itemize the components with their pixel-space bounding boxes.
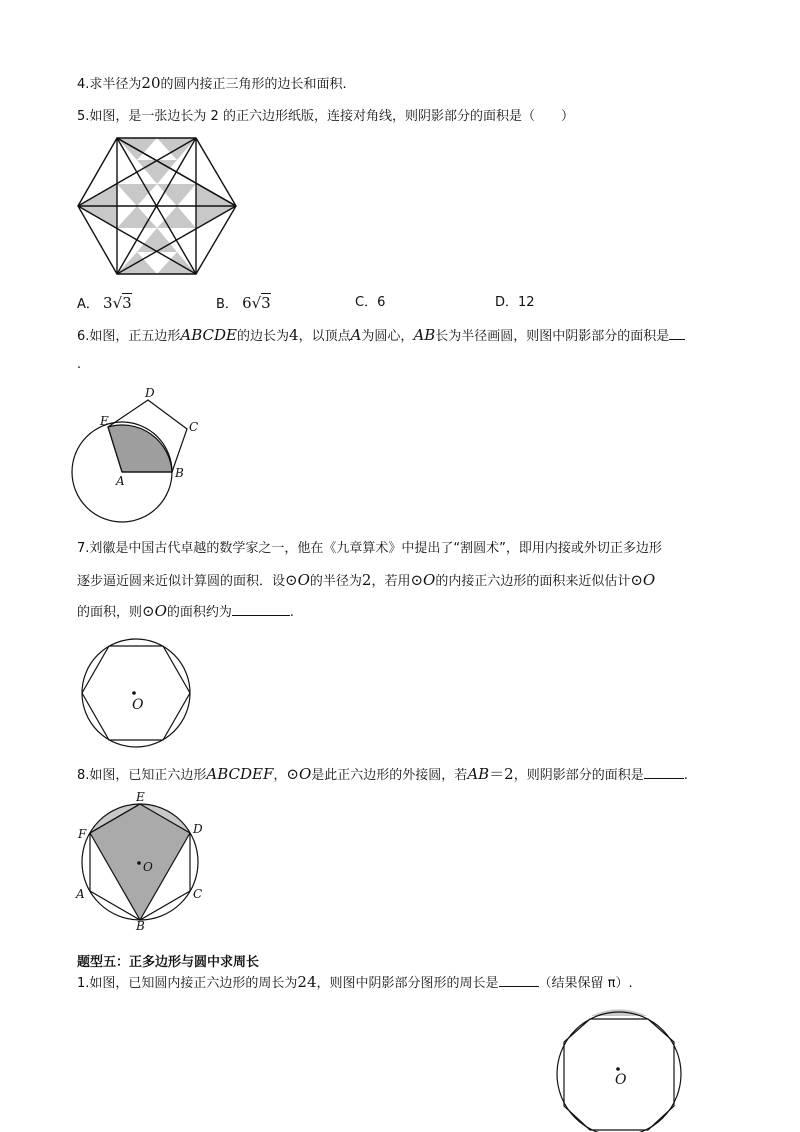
question-8 (77, 765, 688, 785)
label-d: D (145, 386, 155, 400)
question-6 (77, 326, 685, 346)
q6-text-5: 长为半径画圆，则图中阴影部分的面积是 (435, 329, 670, 344)
answer-blank[interactable] (232, 615, 290, 616)
q5-option-a (77, 294, 132, 314)
label-c: C (193, 887, 203, 901)
option-a-coefficient: 3 (103, 294, 113, 312)
q6-number: 4 (289, 326, 299, 344)
label-f: F (78, 827, 87, 841)
q7-hexagon (82, 646, 190, 740)
sqrt-sign: √ (251, 294, 262, 312)
q5-option-c (355, 294, 385, 312)
option-c-label: C． (355, 295, 378, 310)
label-o: O (615, 1072, 627, 1088)
q8-math-abcdef: ABCDEF (206, 765, 274, 783)
question-5: 5.如图，是一张边长为 2 的正六边形纸版，连接对角线，则阴影部分的面积是（ ） (77, 109, 574, 124)
option-a-label: A． (77, 297, 99, 312)
q6-math-abcde: ABCDE (180, 326, 237, 344)
q8-text-5: . (683, 768, 688, 783)
label-b: B (175, 466, 184, 480)
q7-circle-o: ⊙O (142, 602, 167, 620)
q6-pentagon-figure (74, 384, 204, 524)
q8-text-1: 8.如图，已知正六边形 (77, 768, 207, 783)
s5q1-text-2: ，则图中阴影部分图形的周长是 (316, 976, 499, 991)
q7-text-e: 的面积，则 (77, 605, 143, 620)
center-point (616, 1067, 620, 1071)
q7-circle (82, 639, 190, 747)
s5q1-number: 24 (297, 973, 317, 991)
label-b: B (136, 918, 145, 933)
center-point (132, 691, 136, 695)
q7-circle-hexagon-figure (80, 637, 192, 749)
option-d-value: 12 (518, 295, 535, 310)
q6-text-2: 的边长为 (237, 329, 290, 344)
q7-text-f: 的面积约为 (166, 605, 232, 620)
q7-circle-o: ⊙O (630, 571, 656, 589)
q8-text-3: 是此正六边形的外接圆，若 (311, 768, 468, 783)
option-b-coefficient: 6 (242, 294, 252, 312)
s5q1-text-1: 1.如图，已知圆内接正六边形的周长为 (77, 976, 298, 991)
q6-text-3: ，以顶点 (298, 329, 351, 344)
q6-text-4: 为圆心， (361, 329, 414, 344)
q5-option-d (495, 294, 535, 312)
label-o: O (132, 697, 144, 713)
q5-option-b (216, 294, 271, 314)
center-point (137, 861, 141, 865)
q8-math-ab: AB (467, 765, 490, 783)
option-d-label: D． (495, 295, 519, 310)
answer-blank[interactable] (644, 778, 684, 779)
q7-number: 2 (361, 571, 372, 589)
q6-math-ab: AB (413, 326, 436, 344)
q4-text: 4.求半径为 (77, 77, 142, 92)
s5q1-text-3: （结果保留 π）. (538, 976, 633, 991)
answer-blank[interactable] (499, 986, 539, 987)
label-o: O (143, 860, 153, 874)
q7-text-g: . (289, 605, 295, 620)
q6-math-a: A (350, 326, 362, 344)
q7-line-3 (77, 602, 294, 622)
q6-text-1: 6.如图，正五边形 (77, 329, 181, 344)
q6-shaded-sector (108, 425, 172, 472)
label-a: A (76, 887, 85, 901)
label-c: C (189, 420, 199, 434)
option-b-label: B． (216, 297, 238, 312)
q7-text-a: 逐步逼近圆来近似计算圆的面积．设 (77, 574, 286, 589)
section-title: 题型五：正多边形与圆中求周长 (77, 955, 260, 970)
q7-circle-o: ⊙O (285, 571, 310, 589)
label-e: E (100, 414, 109, 428)
q8-text-2: ， (273, 768, 287, 783)
q8-text-4: ，则阴影部分的面积是 (513, 768, 644, 783)
q5-lines (78, 138, 236, 274)
q7-line-2 (77, 571, 655, 591)
q7-text-d: 的内接正六边形的面积来近似估计 (435, 574, 631, 589)
label-a: A (116, 474, 125, 488)
q4-number: 20 (141, 74, 161, 92)
answer-blank[interactable] (669, 339, 685, 340)
q8-hexagon-circle-figure (72, 790, 212, 933)
q8-equals-2: ＝2 (489, 765, 514, 783)
q7-circle-o: ⊙O (410, 571, 436, 589)
q5-hexagon-figure (76, 130, 238, 280)
option-b-radicand: 3 (261, 294, 271, 312)
q7-line-1: 7.刘徽是中国古代卓越的数学家之一，他在《九章算术》中提出了“割圆术”，即用内接或外切正多边形 (77, 541, 662, 556)
question-4 (77, 74, 347, 94)
q6-line-2: . (77, 357, 82, 372)
q4-text-end: 的圆内接正三角形的边长和面积. (160, 77, 347, 92)
option-a-radicand: 3 (122, 294, 132, 312)
label-d: D (193, 822, 203, 836)
s5q1-circle-hexagon-figure (554, 1008, 684, 1132)
section5-question-1 (77, 973, 633, 993)
q7-text-c: ，若用 (371, 574, 411, 589)
q7-text-b: 的半径为 (309, 574, 362, 589)
label-e: E (136, 790, 145, 804)
sqrt-sign: √ (112, 294, 123, 312)
option-c-value: 6 (377, 295, 386, 310)
q8-circle-o: ⊙O (286, 765, 312, 783)
